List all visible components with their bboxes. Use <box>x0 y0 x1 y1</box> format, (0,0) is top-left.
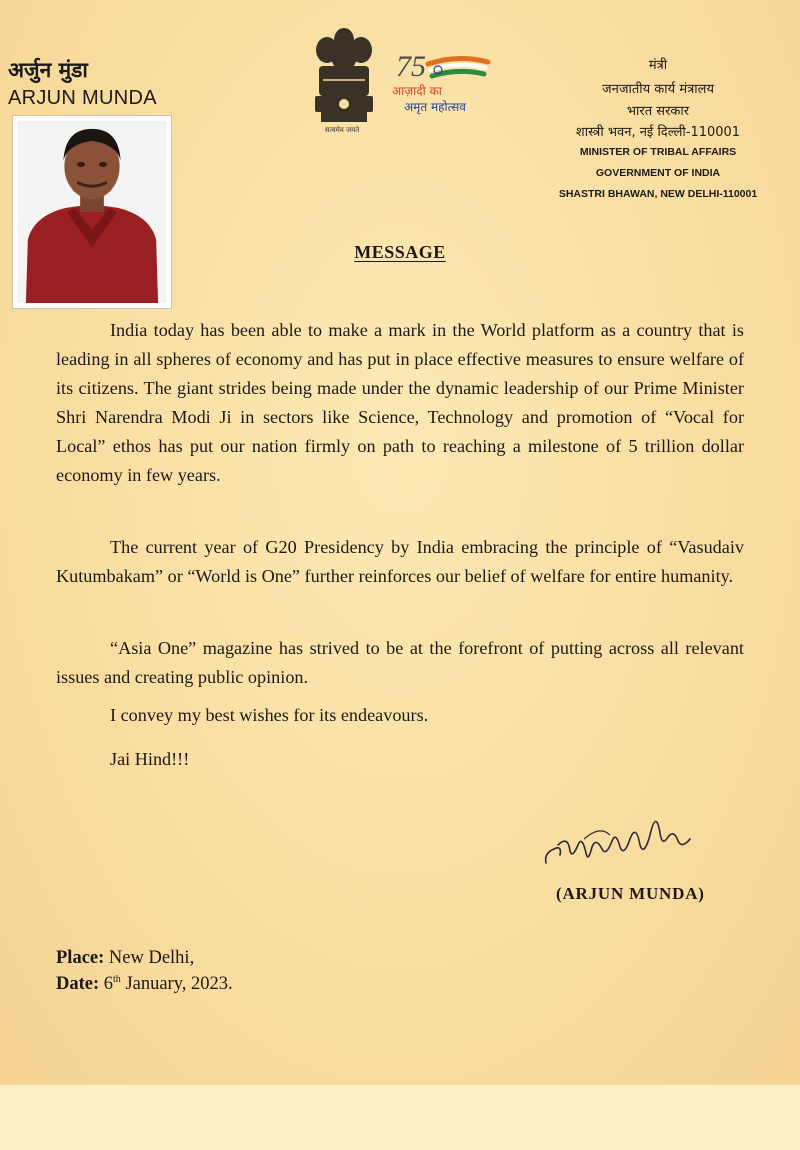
office-address-english: SHASTRI BHAWAN, NEW DELHI-110001 <box>558 188 758 200</box>
message-title-text: MESSAGE <box>354 242 446 262</box>
emblem-motto: सत्यमेव जयते <box>324 126 360 134</box>
office-government-english: GOVERNMENT OF INDIA <box>595 167 721 179</box>
closing-line: Jai Hind!!! <box>110 749 190 769</box>
page-margin <box>0 1085 800 1150</box>
minister-name-hindi: अर्जुन मुंडा <box>8 58 88 82</box>
date-label: Date: <box>56 974 100 995</box>
minister-photo <box>12 115 172 309</box>
place-value: New Delhi, <box>108 948 195 968</box>
office-title-hindi: मंत्री <box>648 58 668 73</box>
office-government-hindi: भारत सरकार <box>626 104 690 119</box>
minister-name-english: ARJUN MUNDA <box>8 87 157 109</box>
place-label: Place: <box>56 948 105 968</box>
logo-line-1: आज़ादी का <box>392 84 442 98</box>
date-suffix: th <box>113 974 121 985</box>
place-line <box>56 948 194 969</box>
date-rest: January, 2023. <box>125 974 233 995</box>
office-ministry-hindi: जनजातीय कार्य मंत्रालय <box>601 82 715 97</box>
logo-75-text: 75 <box>396 50 426 83</box>
date-day: 6 <box>103 974 114 995</box>
portrait-image <box>18 121 166 303</box>
message-title <box>0 242 800 263</box>
office-title-english: MINISTER OF TRIBAL AFFAIRS <box>579 146 737 158</box>
wishes-line: I convey my best wishes for its endeavours. <box>110 705 429 725</box>
national-emblem-icon <box>305 22 383 142</box>
message-paragraph-1: India today has been able to make a mark in the World platform as a country that is leading in all spheres of economy and has put in place effective measures to ensure welfare of its citizens. The giant strides being made under the dynamic leadership of our Prime Minister Shri Narendra Modi Ji in sectors like Science, Technology and promotion of “Vocal for Local” ethos has put our nation firmly on path to reaching a milestone of 5 trillion dollar economy in few years. <box>56 320 744 485</box>
handwritten-signature <box>540 795 700 870</box>
date-line <box>56 974 233 995</box>
office-address-hindi: शास्त्री भवन, नई दिल्ली-110001 <box>575 125 741 140</box>
logo-line-2: अमृत महोत्सव <box>404 100 466 114</box>
message-paragraph-2: The current year of G20 Presidency by India embracing the principle of “Vasudaiv Kutumbakam” or “World is One” further reinforces our belief of welfare for entire humanity. <box>56 537 744 586</box>
message-paragraph-3: “Asia One” magazine has strived to be at the forefront of putting across all relevant issues and creating public opinion. <box>56 638 744 687</box>
signer-name: (ARJUN MUNDA) <box>556 884 705 903</box>
